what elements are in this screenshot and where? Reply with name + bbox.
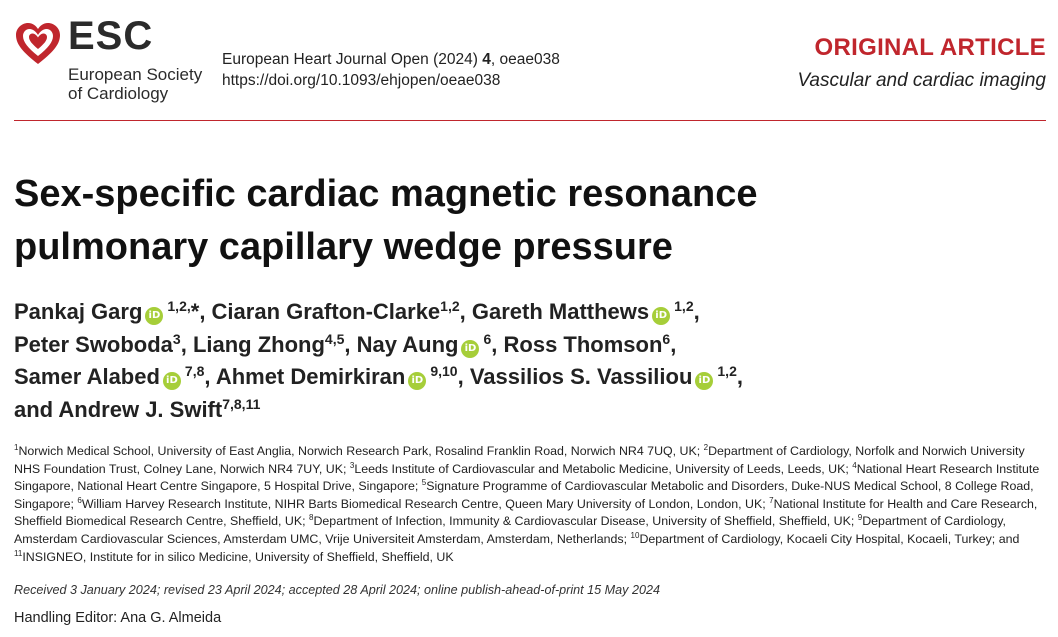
logo-line-1: European Society bbox=[68, 65, 203, 84]
author[interactable] bbox=[14, 332, 193, 357]
affiliation-number: 10 bbox=[630, 530, 640, 540]
author-name: Ross Thomson bbox=[503, 331, 663, 357]
author-affiliation-ref: 1,2 bbox=[440, 298, 460, 314]
author[interactable] bbox=[470, 364, 743, 389]
journal-article-id: , oeae038 bbox=[490, 51, 560, 68]
author-name: Peter Swoboda bbox=[14, 331, 173, 357]
affiliation-number: 5 bbox=[421, 478, 427, 488]
affiliation-text: Department of Cardiology, Kocaeli City Hospital, Kocaeli, Turkey; and bbox=[639, 531, 1020, 546]
article-subtype-label: Vascular and cardiac imaging bbox=[797, 70, 1046, 91]
orcid-icon[interactable]: iD bbox=[163, 372, 181, 390]
author-separator: , bbox=[204, 364, 216, 389]
orcid-icon[interactable]: iD bbox=[145, 307, 163, 325]
affiliation-number: 4 bbox=[852, 460, 857, 470]
author[interactable] bbox=[193, 332, 357, 357]
journal-citation bbox=[222, 49, 560, 70]
author-name: Pankaj Garg bbox=[14, 299, 143, 324]
journal-volume: 4 bbox=[482, 51, 491, 68]
affiliation-text: Norwich Medical School, University of East Anglia, Norwich Research Park, Rosalind Franklin Road, Norwich NR4 7UQ, UK; bbox=[18, 444, 704, 458]
author-separator: , bbox=[344, 331, 357, 357]
journal-name: European Heart Journal Open (2024) bbox=[222, 51, 478, 68]
author-affiliation-ref: 4,5 bbox=[324, 330, 345, 347]
affiliation-text: Department of Infection, Immunity & Cardiovascular Disease, University of Sheffield, Sheffield, UK; bbox=[313, 514, 858, 529]
orcid-icon[interactable]: iD bbox=[695, 372, 713, 390]
affiliations bbox=[14, 443, 1046, 566]
journal-info bbox=[222, 49, 560, 91]
author-separator: , bbox=[736, 364, 743, 389]
author-affiliation-ref: 7,8,11 bbox=[222, 395, 261, 412]
author[interactable] bbox=[14, 299, 212, 324]
affiliation-number: 7 bbox=[769, 495, 774, 505]
author-affiliation-ref: 1,2, bbox=[167, 298, 191, 314]
author[interactable] bbox=[504, 332, 677, 357]
author-separator: , bbox=[693, 299, 700, 324]
author-name: Gareth Matthews bbox=[471, 299, 650, 324]
author-name: Ciaran Grafton-Clarke bbox=[211, 299, 441, 324]
page-header bbox=[0, 0, 1058, 120]
header-divider bbox=[14, 120, 1046, 121]
author-list bbox=[14, 296, 1044, 426]
author-affiliation-ref: 1,2 bbox=[717, 363, 737, 379]
affiliation-text: Department of Cardiology, Amsterdam Cardiovascular Sciences, Amsterdam UMC, Vrije Universiteit Amsterdam, Amsterdam, Netherlands; bbox=[14, 514, 1006, 546]
affiliation-text: National Heart Research Institute Singapore, National Heart Centre Singapore, 5 Hospital Drive, Singapore; bbox=[14, 461, 1040, 494]
article-type-label: ORIGINAL ARTICLE bbox=[814, 34, 1046, 61]
affiliation-text: National Institute for Health and Care Research, Sheffield Biomedical Research Centre, Sheffield, UK; bbox=[14, 496, 1038, 529]
affiliation-number: 3 bbox=[349, 460, 355, 470]
author-affiliation-ref: 6 bbox=[662, 330, 671, 347]
orcid-icon[interactable]: iD bbox=[408, 372, 426, 390]
author-separator: , bbox=[491, 331, 504, 357]
author-name: Samer Alabed bbox=[14, 364, 160, 389]
author[interactable] bbox=[472, 299, 700, 324]
title-line-2: pulmonary capillary wedge pressure bbox=[14, 226, 673, 268]
author[interactable] bbox=[212, 299, 472, 324]
author-separator: , bbox=[459, 299, 472, 324]
affiliation-number: 6 bbox=[77, 495, 82, 505]
author[interactable] bbox=[216, 364, 470, 389]
article-dates: Received 3 January 2024; revised 23 April 2024; accepted 28 April 2024; online publish-ahead-of-print 15 May 2024 bbox=[14, 583, 660, 597]
orcid-icon[interactable]: iD bbox=[652, 307, 670, 325]
author-separator: , bbox=[670, 331, 677, 357]
esc-logo[interactable] bbox=[14, 14, 204, 104]
title-line-1: Sex-specific cardiac magnetic resonance bbox=[14, 173, 758, 215]
author-affiliation-ref: 3 bbox=[172, 330, 181, 347]
affiliation-number: 1 bbox=[14, 443, 19, 452]
author-name: Nay Aung bbox=[356, 331, 459, 357]
author-separator: , bbox=[457, 364, 470, 389]
author-affiliation-ref: 1,2 bbox=[674, 298, 694, 314]
author-separator: , bbox=[180, 331, 193, 357]
affiliation-number: 8 bbox=[309, 513, 314, 523]
logo-line-2: of Cardiology bbox=[68, 84, 169, 103]
author-name: Liang Zhong bbox=[192, 331, 325, 357]
author-affiliation-ref: 7,8 bbox=[184, 363, 205, 379]
affiliation-text: INSIGNEO, Institute for in silico Medicine, University of Sheffield, Sheffield, UK bbox=[22, 549, 454, 564]
affiliation-number: 9 bbox=[857, 513, 863, 523]
affiliation-number: 2 bbox=[703, 443, 709, 452]
logo-society-name bbox=[68, 65, 202, 103]
corresponding-author-mark: * bbox=[190, 299, 200, 324]
author[interactable] bbox=[14, 364, 216, 389]
affiliation-number: 11 bbox=[14, 548, 23, 558]
heart-logo-icon bbox=[14, 20, 62, 68]
affiliation-text: Leeds Institute of Cardiovascular and Metabolic Medicine, University of Leeds, Leeds, UK; bbox=[354, 461, 853, 476]
affiliation-text: Department of Cardiology, Norfolk and Norwich University NHS Foundation Trust, Colney Lane, Norwich NR4 7UY, UK; bbox=[14, 444, 1025, 476]
author-affiliation-ref: 6 bbox=[483, 330, 492, 347]
orcid-icon[interactable]: iD bbox=[461, 340, 479, 358]
author-separator: , bbox=[199, 299, 212, 324]
author[interactable] bbox=[357, 332, 504, 357]
article-title bbox=[14, 168, 1014, 274]
journal-doi-link[interactable]: https://doi.org/10.1093/ehjopen/oeae038 bbox=[222, 72, 501, 89]
author-name: Ahmet Demirkiran bbox=[215, 364, 406, 389]
author-name: and Andrew J. Swift bbox=[14, 396, 223, 422]
author[interactable] bbox=[14, 397, 260, 422]
author-affiliation-ref: 9,10 bbox=[430, 363, 458, 379]
affiliation-text: Signature Programme of Cardiovascular Metabolic and Disorders, Duke-NUS Medical School, 8 College Road, Singapore; bbox=[14, 479, 1034, 511]
affiliation-text: William Harvey Research Institute, NIHR Barts Biomedical Research Centre, Queen Mary University of London, London, UK; bbox=[81, 496, 770, 511]
author-name: Vassilios S. Vassiliou bbox=[469, 364, 693, 389]
handling-editor: Handling Editor: Ana G. Almeida bbox=[14, 610, 222, 626]
logo-acronym: ESC bbox=[68, 14, 154, 58]
